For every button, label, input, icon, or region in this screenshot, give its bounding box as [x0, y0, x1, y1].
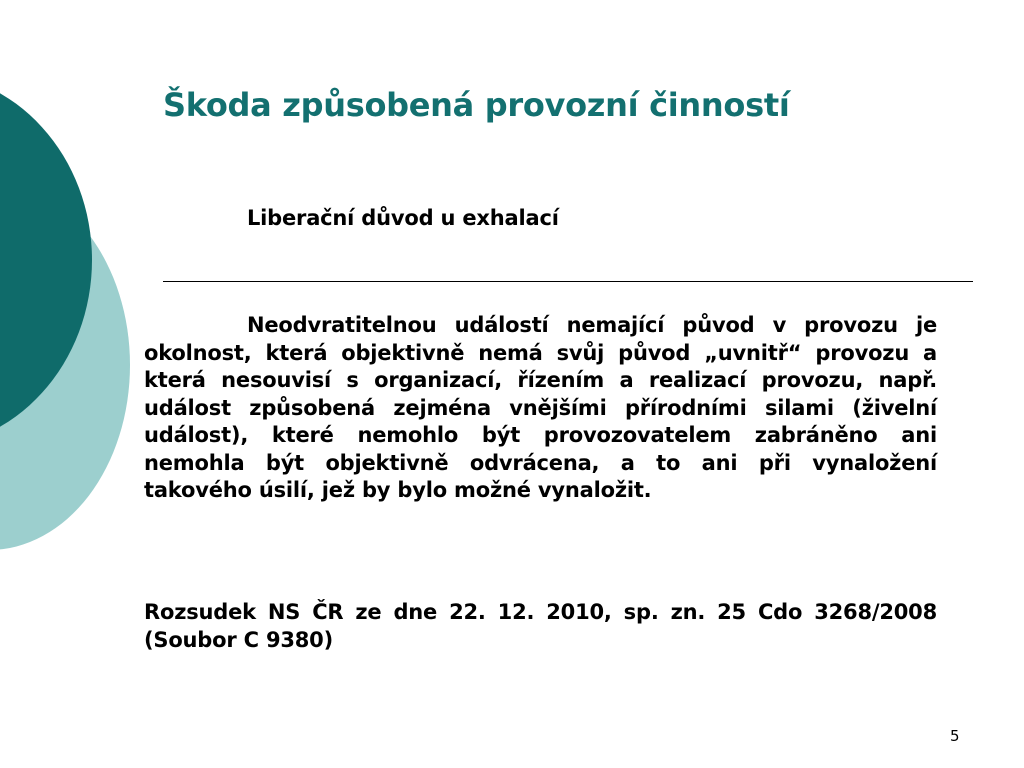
citation-paragraph: Rozsudek NS ČR ze dne 22. 12. 2010, sp. zn. 25 Cdo 3268/2008 (Soubor C 9380): [144, 600, 937, 652]
horizontal-divider: [163, 281, 973, 282]
body-paragraph: Neodvratitelnou událostí nemající původ v provozu je okolnost, která objektivně nemá svůj původ „uvnitř“ provozu a která nesouvisí s organizací, řízením a realizací provozu, např. událost způsobená zejména vnějšími přírodními silami (živelní událost), které nemohlo být provozovatelem zabráněno ani nemohla být objektivně odvrácena, a to ani při vynaložení takového úsilí, jež by bylo možné vynaložit.: [144, 313, 937, 502]
page-number: 5: [950, 727, 960, 745]
slide-title: Škoda způsobená provozní činností: [163, 86, 790, 124]
slide-subtitle: Liberační důvod u exhalací: [247, 206, 559, 230]
